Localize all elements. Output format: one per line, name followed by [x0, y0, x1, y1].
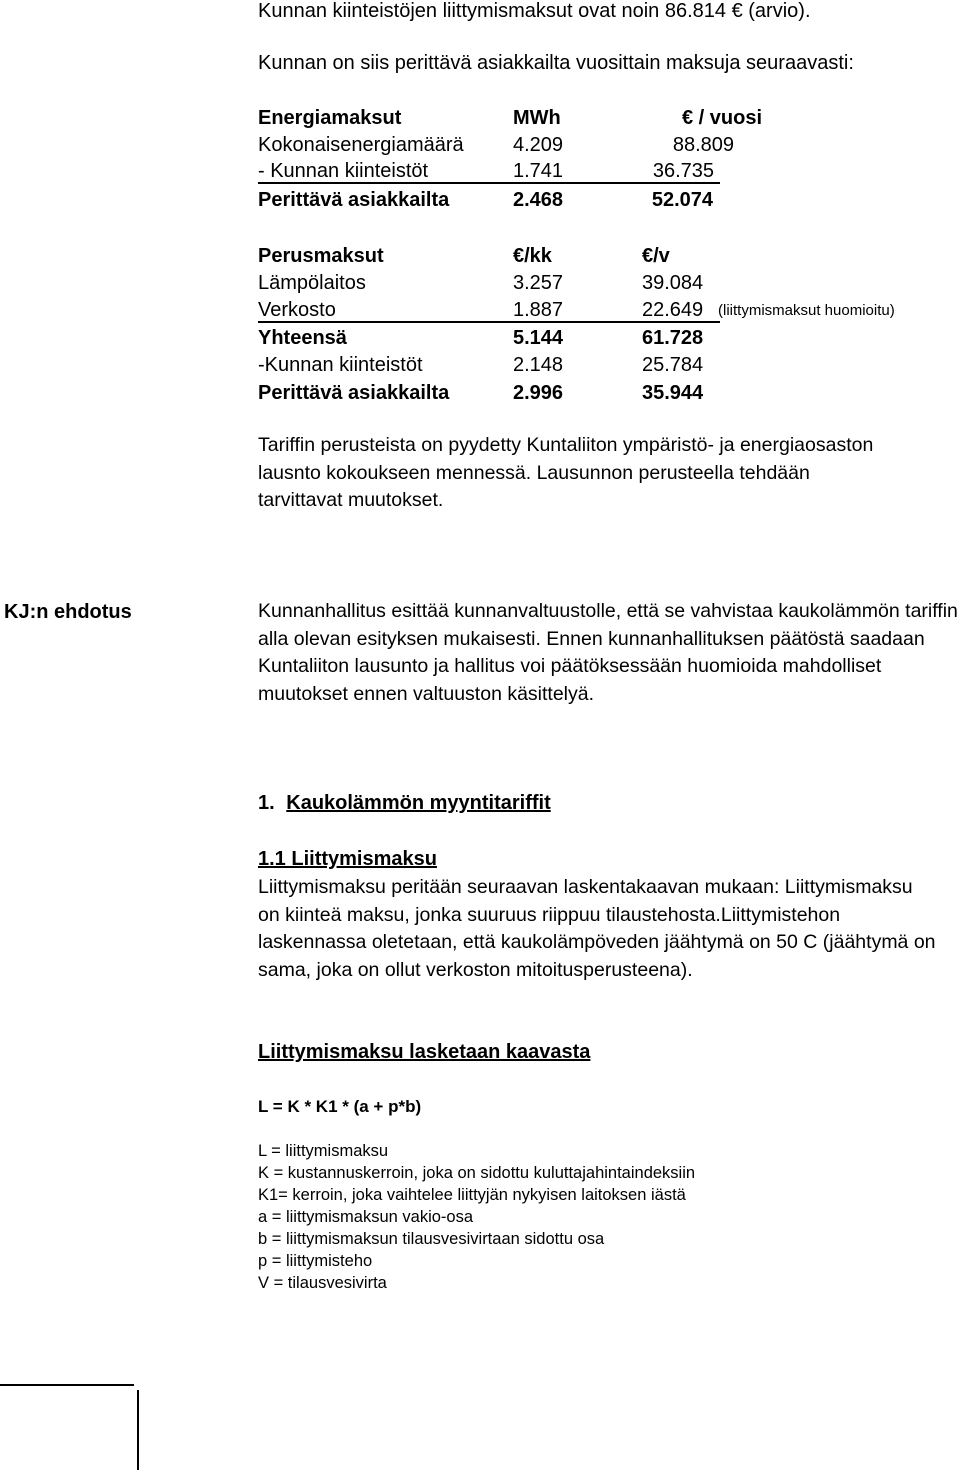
base-row-month: 1.887 [513, 299, 564, 321]
tariff-paragraph: Tariffin perusteista on pyydetty Kuntaliiton ympäristö- ja energiaosaston lausnto kokoukseen mennessä. Lausunnon perusteella tehdään tarvittavat muutokset. [258, 434, 874, 511]
base-table-header-year: €/v [642, 245, 670, 267]
intro-line-1: Kunnan kiinteistöjen liittymismaksut ovat noin 86.814 € (arvio). [258, 0, 811, 22]
base-row-label: Yhteensä [258, 327, 347, 349]
base-row-month: 2.996 [513, 382, 564, 404]
base-row-label: -Kunnan kiinteistöt [258, 354, 423, 376]
base-table-rule [258, 321, 720, 323]
formula-definition: L = liittymismaksu [258, 1142, 389, 1160]
base-row-label: Perittävä asiakkailta [258, 382, 450, 404]
footer-rule [0, 1384, 134, 1386]
formula-definition: p = liittymisteho [258, 1252, 373, 1270]
energy-row-label: Kokonaisenergiamäärä [258, 134, 464, 156]
formula-definition: K = kustannuskerroin, joka on sidottu kuluttajahintaindeksiin [258, 1164, 696, 1182]
energy-row-label: - Kunnan kiinteistöt [258, 160, 429, 182]
formula-expression: L = K * K1 * (a + p*b) [258, 1097, 422, 1116]
section-1-1-text: Liittymismaksu peritään seuraavan laskentakaavan mukaan: Liittymismaksu on kiinteä maksu, jonka suuruus riippuu tilaustehosta.Liittymistehon laskennassa oletetaan, että kaukolämpöveden jäähtymä on 50 C (jäähtymä on sama, joka on ollut verkoston mitoitusperusteena). [258, 876, 936, 981]
proposal-text: Kunnanhallitus esittää kunnanvaltuustolle, että se vahvistaa kaukolämmön tariffin alla olevan esityksen mukaisesti. Ennen kunnanhallituksen päätöstä saadaan Kuntaliiton lausunto ja hallitus voi päätöksessään huomioida mahdolliset muutokset ennen valtuuston käsittelyä. [258, 600, 958, 705]
section-1-1-title: 1.1 Liittymismaksu [258, 848, 437, 870]
formula-definition: a = liittymismaksun vakio-osa [258, 1208, 474, 1226]
base-row-year: 61.728 [642, 327, 704, 349]
formula-definition: b = liittymismaksun tilausvesivirtaan sidottu osa [258, 1230, 605, 1248]
base-row-label: Lämpölaitos [258, 272, 366, 294]
energy-table-rule [258, 182, 720, 184]
energy-row-mwh: 1.741 [513, 160, 564, 182]
base-row-year: 25.784 [642, 354, 704, 376]
energy-row-eur: 36.735 [652, 160, 714, 182]
formula-definition: K1= kerroin, joka vaihtelee liittyjän nykyisen laitoksen iästä [258, 1186, 686, 1204]
base-row-month: 5.144 [513, 327, 564, 349]
footer-vertical-bar [137, 1390, 139, 1470]
section-1-number: 1. [258, 792, 275, 814]
energy-row-mwh: 4.209 [513, 134, 564, 156]
formula-definition: V = tilausvesivirta [258, 1274, 387, 1292]
base-row-label: Verkosto [258, 299, 336, 321]
base-table-header-label: Perusmaksut [258, 245, 384, 267]
intro-line-2: Kunnan on siis perittävä asiakkailta vuosittain maksuja seuraavasti: [258, 52, 854, 74]
energy-table-header-label: Energiamaksut [258, 107, 402, 129]
energy-table-header-eur: € / vuosi [681, 107, 762, 129]
base-table-header-month: €/kk [513, 245, 552, 267]
energy-row-eur: 88.809 [672, 134, 734, 156]
energy-table-header-mwh: MWh [513, 107, 561, 129]
energy-row-eur: 52.074 [651, 189, 713, 211]
energy-row-label: Perittävä asiakkailta [258, 189, 450, 211]
formula-definitions [258, 1140, 695, 1294]
base-row-year: 22.649 [642, 299, 704, 321]
section-1-title: Kaukolämmön myyntitariffit [286, 792, 551, 814]
base-table-note: (liittymismaksut huomioitu) [718, 302, 895, 319]
proposal-label: KJ:n ehdotus [4, 601, 132, 623]
base-row-year: 35.944 [642, 382, 704, 404]
base-row-month: 3.257 [513, 272, 564, 294]
formula-heading: Liittymismaksu lasketaan kaavasta [258, 1041, 591, 1063]
base-row-month: 2.148 [513, 354, 564, 376]
section-1-heading [258, 790, 551, 816]
base-row-year: 39.084 [642, 272, 704, 294]
energy-row-mwh: 2.468 [513, 189, 564, 211]
